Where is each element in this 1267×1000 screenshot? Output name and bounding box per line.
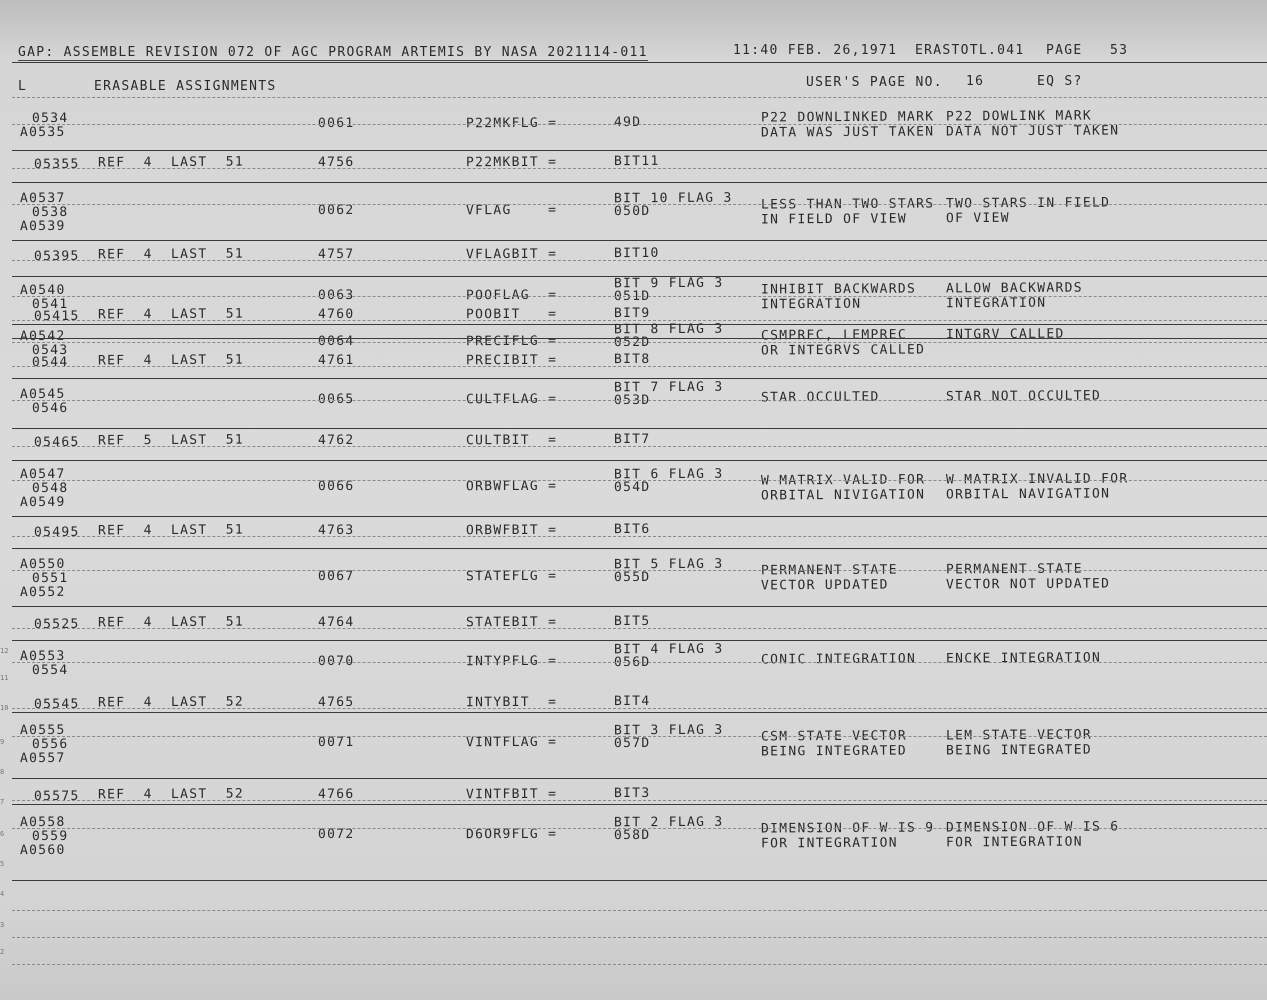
line-number: A0549 <box>19 494 66 511</box>
symbol: ORBWFBIT = <box>465 522 558 539</box>
value: BIT5 <box>613 613 651 630</box>
margin-mark: 11 <box>0 674 9 682</box>
line-number: 0541 <box>31 296 69 313</box>
margin-mark: 6 <box>0 830 5 838</box>
margin-mark: 5 <box>0 860 5 868</box>
line-number: A0539 <box>19 218 66 235</box>
flag-bit: BIT 4 FLAG 3 <box>613 641 724 658</box>
description-reset: TWO STARS IN FIELD <box>945 195 1111 212</box>
listing-timestamp: 11:40 FEB. 26,1971 <box>733 43 898 58</box>
address: 4764 <box>317 614 355 631</box>
line-number: 0534 <box>31 110 69 127</box>
address: 4766 <box>317 786 355 803</box>
description-reset: DIMENSION OF W IS 6 <box>945 819 1120 836</box>
description-set: VECTOR UPDATED <box>760 577 889 594</box>
reference: REF 4 LAST 52 <box>97 694 245 711</box>
value: 49D <box>613 114 642 131</box>
value: BIT11 <box>613 153 660 170</box>
address: 0064 <box>317 333 355 350</box>
line-number: 0554 <box>31 662 69 679</box>
paper-line <box>12 320 1267 321</box>
address: 4756 <box>317 154 355 171</box>
paper-rule <box>12 880 1267 881</box>
margin-mark: 7 <box>0 798 5 806</box>
margin-mark: 9 <box>0 738 5 746</box>
description-set: DATA WAS JUST TAKEN <box>760 124 935 141</box>
margin-mark: 12 <box>0 647 9 655</box>
flag-bit: BIT 6 FLAG 3 <box>613 466 724 483</box>
line-number: 05415 <box>33 308 80 325</box>
line-number: 05465 <box>33 434 80 451</box>
paper-line <box>12 736 1267 737</box>
paper-line <box>12 400 1267 401</box>
description-reset: ALLOW BACKWARDS <box>945 280 1083 297</box>
margin-mark: 10 <box>0 704 9 712</box>
paper-line <box>12 124 1267 125</box>
paper-line <box>12 662 1267 663</box>
page-label: PAGE <box>1046 43 1083 58</box>
description-reset: P22 DOWLINK MARK <box>945 108 1093 125</box>
line-number: 05395 <box>33 248 80 265</box>
address: 4757 <box>317 246 355 263</box>
description-set: IN FIELD OF VIEW <box>760 211 908 228</box>
paper-line <box>12 800 1267 801</box>
paper-line <box>12 937 1267 938</box>
section-title: ERASABLE ASSIGNMENTS <box>94 79 277 94</box>
address: 4760 <box>317 306 355 323</box>
flag-bit: BIT 10 FLAG 3 <box>613 190 733 207</box>
line-number: 0538 <box>31 204 69 221</box>
paper-line <box>12 964 1267 965</box>
description-set: PERMANENT STATE <box>760 562 898 579</box>
paper-line <box>12 536 1267 537</box>
description-reset: STAR NOT OCCULTED <box>945 388 1102 405</box>
paper-line <box>12 480 1267 481</box>
value: BIT7 <box>613 431 651 448</box>
address: 4761 <box>317 352 355 369</box>
line-number: A0560 <box>19 842 66 859</box>
flag-bit: BIT 5 FLAG 3 <box>613 556 724 573</box>
symbol: D6OR9FLG = <box>465 826 558 843</box>
description-set: W MATRIX VALID FOR <box>760 472 926 489</box>
value: 055D <box>613 569 651 586</box>
line-number: 0551 <box>31 570 69 587</box>
description-reset: INTGRV CALLED <box>945 326 1065 343</box>
paper-line <box>12 168 1267 169</box>
paper-rule <box>12 712 1267 713</box>
symbol: INTYBIT = <box>465 694 558 711</box>
value: BIT3 <box>613 785 651 802</box>
address: 0062 <box>317 202 355 219</box>
symbol: STATEBIT = <box>465 614 558 631</box>
line-number: 05525 <box>33 616 80 633</box>
listing-file: ERASTOTL.041 <box>915 43 1025 58</box>
line-number: 05575 <box>33 788 80 805</box>
page-number: 53 <box>1110 43 1129 58</box>
reference: REF 4 LAST 52 <box>97 786 245 803</box>
address: 0067 <box>317 568 355 585</box>
description-reset: INTEGRATION <box>945 295 1047 312</box>
address: 4763 <box>317 522 355 539</box>
description-reset: W MATRIX INVALID FOR <box>945 471 1129 488</box>
users-page-number: 16 <box>966 74 985 89</box>
reference: REF 4 LAST 51 <box>97 614 245 631</box>
symbol: VINTFLAG = <box>465 734 558 751</box>
paper-line <box>12 260 1267 261</box>
paper-line <box>12 366 1267 367</box>
reference: REF 4 LAST 51 <box>97 522 245 539</box>
flag-bit: BIT 3 FLAG 3 <box>613 722 724 739</box>
paper-rule <box>12 460 1267 461</box>
description-reset: DATA NOT JUST TAKEN <box>945 123 1120 140</box>
description-reset: ENCKE INTEGRATION <box>945 650 1102 667</box>
symbol: PRECIBIT = <box>465 352 558 369</box>
paper-rule <box>12 640 1267 641</box>
value: 052D <box>613 334 651 351</box>
reference: REF 4 LAST 51 <box>97 154 245 171</box>
flag-bit: BIT 8 FLAG 3 <box>613 321 724 338</box>
reference: REF 4 LAST 51 <box>97 306 245 323</box>
description-set: CSM STATE VECTOR <box>760 728 908 745</box>
paper-rule <box>12 548 1267 549</box>
description-reset: FOR INTEGRATION <box>945 834 1083 851</box>
line-number: A0540 <box>19 282 66 299</box>
description-reset: OF VIEW <box>945 210 1010 227</box>
line-number: 0543 <box>31 342 69 359</box>
line-number: A0557 <box>19 750 66 767</box>
paper-line <box>12 828 1267 829</box>
symbol: P22MKFLG = <box>465 115 558 132</box>
flag-bit: BIT 2 FLAG 3 <box>613 814 724 831</box>
line-number: A0552 <box>19 584 66 601</box>
line-number: 0544 <box>31 354 69 371</box>
description-set: BEING INTEGRATED <box>760 743 908 760</box>
reference: REF 5 LAST 51 <box>97 432 245 449</box>
symbol: POOBIT = <box>465 306 558 323</box>
value: 051D <box>613 288 651 305</box>
paper-line <box>12 97 1267 98</box>
reference: REF 4 LAST 51 <box>97 246 245 263</box>
header-rule <box>12 62 1267 63</box>
description-set: CONIC INTEGRATION <box>760 651 917 668</box>
value: BIT9 <box>613 305 651 322</box>
description-reset: PERMANENT STATE <box>945 561 1083 578</box>
line-number: 0556 <box>31 736 69 753</box>
value: 058D <box>613 827 651 844</box>
paper-line <box>12 910 1267 911</box>
margin-mark: 4 <box>0 890 5 898</box>
users-page-label: USER'S PAGE NO. <box>806 75 943 90</box>
value: 053D <box>613 392 651 409</box>
value: 054D <box>613 479 651 496</box>
line-number: 0548 <box>31 480 69 497</box>
paper-rule <box>12 182 1267 183</box>
symbol: VFLAGBIT = <box>465 246 558 263</box>
address: 0065 <box>317 391 355 408</box>
symbol: VFLAG = <box>465 202 558 219</box>
address: 0072 <box>317 826 355 843</box>
line-number: A0537 <box>19 190 66 207</box>
description-set: P22 DOWNLINKED MARK <box>760 109 935 126</box>
paper-line <box>12 628 1267 629</box>
line-number: 0546 <box>31 400 69 417</box>
paper-line <box>12 342 1267 343</box>
address: 4765 <box>317 694 355 711</box>
line-number: A0547 <box>19 466 66 483</box>
address: 0070 <box>317 653 355 670</box>
paper-rule <box>12 338 1267 339</box>
margin-mark: 2 <box>0 948 5 956</box>
paper-rule <box>12 804 1267 805</box>
description-reset: BEING INTEGRATED <box>945 742 1093 759</box>
paper-rule <box>12 240 1267 241</box>
paper-line <box>12 708 1267 709</box>
line-number: 05495 <box>33 524 80 541</box>
address: 0063 <box>317 287 355 304</box>
value: BIT8 <box>613 351 651 368</box>
description-set: STAR OCCULTED <box>760 389 880 406</box>
paper-rule <box>12 606 1267 607</box>
symbol: POOFLAG = <box>465 287 558 304</box>
paper-rule <box>12 150 1267 151</box>
paper-rule <box>12 778 1267 779</box>
line-number: A0555 <box>19 722 66 739</box>
description-set: OR INTEGRVS CALLED <box>760 342 926 359</box>
line-number: A0558 <box>19 814 66 831</box>
address: 0061 <box>317 115 355 132</box>
symbol: P22MKBIT = <box>465 154 558 171</box>
margin-mark: 3 <box>0 921 5 929</box>
line-number: A0550 <box>19 556 66 573</box>
value: 057D <box>613 735 651 752</box>
line-number: 05355 <box>33 156 80 173</box>
listing-title: GAP: ASSEMBLE REVISION 072 OF AGC PROGRAM ARTEMIS BY NASA 2021114-011 <box>18 45 648 60</box>
symbol: INTYPFLG = <box>465 653 558 670</box>
description-reset: VECTOR NOT UPDATED <box>945 576 1111 593</box>
paper-line <box>12 446 1267 447</box>
value: 056D <box>613 654 651 671</box>
description-set: ORBITAL NIVIGATION <box>760 487 926 504</box>
paper-line <box>12 204 1267 205</box>
address: 4762 <box>317 432 355 449</box>
value: BIT6 <box>613 521 651 538</box>
description-set: LESS THAN TWO STARS <box>760 196 935 213</box>
value: BIT10 <box>613 245 660 262</box>
symbol: ORBWFLAG = <box>465 478 558 495</box>
eq-s-label: EQ S? <box>1037 74 1083 89</box>
line-number: 05545 <box>33 696 80 713</box>
value: BIT4 <box>613 693 651 710</box>
address: 0071 <box>317 734 355 751</box>
value: 050D <box>613 203 651 220</box>
description-set: INTEGRATION <box>760 296 862 313</box>
paper-rule <box>12 428 1267 429</box>
reference: REF 4 LAST 51 <box>97 352 245 369</box>
address: 0066 <box>317 478 355 495</box>
symbol: PRECIFLG = <box>465 333 558 350</box>
symbol: CULTFLAG = <box>465 391 558 408</box>
description-set: INHIBIT BACKWARDS <box>760 281 917 298</box>
margin-mark: 8 <box>0 768 5 776</box>
line-number: A0542 <box>19 328 66 345</box>
flag-bit: BIT 7 FLAG 3 <box>613 379 724 396</box>
description-reset: LEM STATE VECTOR <box>945 727 1093 744</box>
description-set: CSMPREC, LEMPREC <box>760 327 908 344</box>
paper-rule <box>12 516 1267 517</box>
flag-bit: BIT 9 FLAG 3 <box>613 275 724 292</box>
paper-line <box>12 570 1267 571</box>
symbol: STATEFLG = <box>465 568 558 585</box>
symbol: VINTFBIT = <box>465 786 558 803</box>
line-number: A0535 <box>19 124 66 141</box>
paper-rule <box>12 378 1267 379</box>
line-number: A0545 <box>19 386 66 403</box>
line-number: 0559 <box>31 828 69 845</box>
paper-line <box>12 296 1267 297</box>
line-number: A0553 <box>19 648 66 665</box>
column-l-label: L <box>18 79 28 94</box>
description-reset: ORBITAL NAVIGATION <box>945 486 1111 503</box>
description-set: DIMENSION OF W IS 9 <box>760 820 935 837</box>
symbol: CULTBIT = <box>465 432 558 449</box>
description-set: FOR INTEGRATION <box>760 835 898 852</box>
